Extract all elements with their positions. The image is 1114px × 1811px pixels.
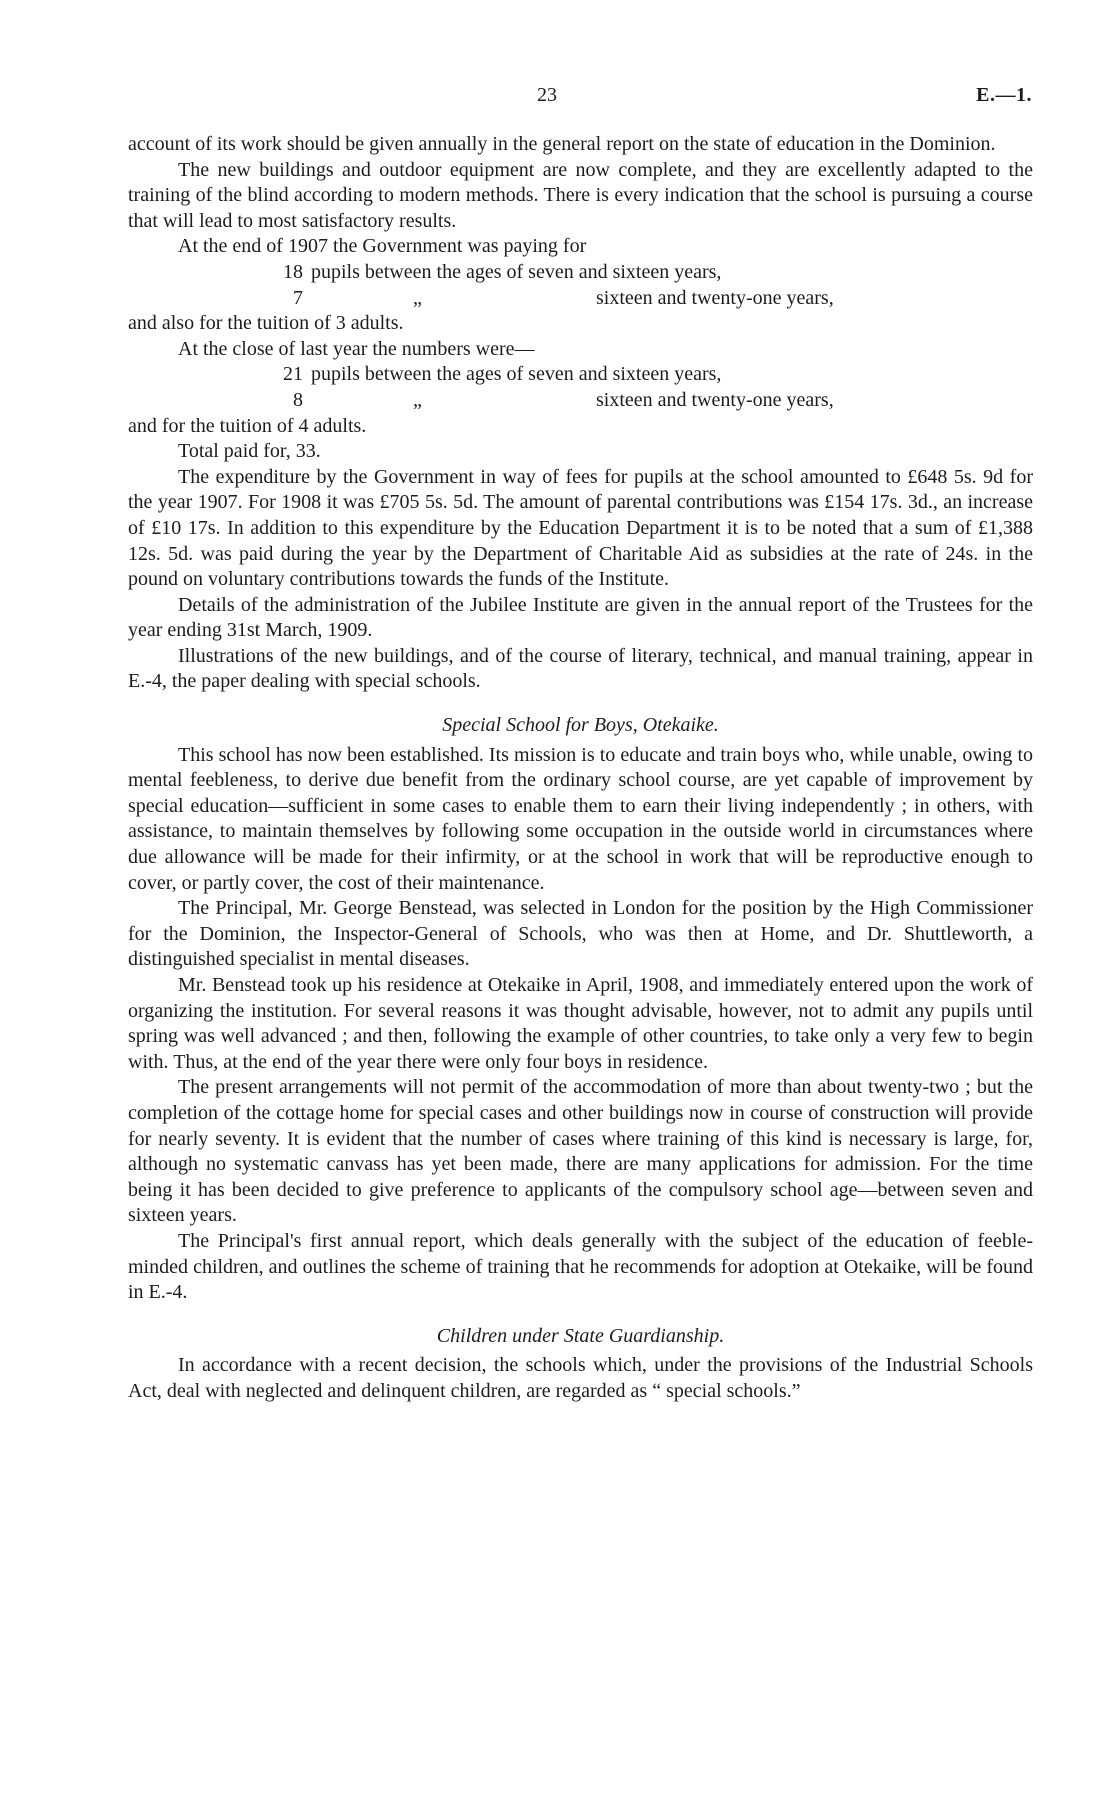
paragraph: The Principal, Mr. George Benstead, was selected in London for the position by the High Commissioner for the Dominion, the Inspector-General of Schools, who was then at Home, and Dr. Shuttleworth, a distinguished specialist in mental diseases. [128,897,1033,971]
paragraph: Mr. Benstead took up his residence at Otekaike in April, 1908, and immediately entered upon the work of organizing the institution. For several reasons it was thought advisable, however, not to admit any pupils until spring was well advanced ; and then, following the example of other countries, to take only a very few to begin with. Thus, at the end of the year there were only four boys in residence. [128,974,1033,1073]
page-number: 23 [537,84,557,106]
table-row [128,286,1033,312]
paragraph: At the close of last year the numbers were— [178,337,535,360]
section-heading: Special School for Boys, Otekaike. [442,714,719,737]
paragraph: account of its work should be given annually in the general report on the state of education in the Dominion. [128,133,996,155]
paragraph: The new buildings and outdoor equipment are now complete, and they are excellently adapted to the training of the blind according to modern methods. There is every indication that the school is pursuing a course that will lead to most satisfactory results. [128,158,1033,232]
paragraph: Illustrations of the new buildings, and of the course of literary, technical, and manual training, appear in E.-4, the paper dealing with special schools. [128,644,1033,693]
ditto-mark: „ [413,286,422,309]
paragraph: and also for the tuition of 3 adults. [128,312,404,335]
body-text [128,132,1033,1405]
paragraph: and for the tuition of 4 adults. [128,414,367,437]
pupil-count: 21 [283,363,303,386]
paragraph: The Principal's first annual report, which deals generally with the subject of the education of feeble-minded children, and outlines the scheme of training that he recommends for adoption at Otekaike, will be found in E.-4. [128,1229,1033,1304]
pupil-description: sixteen and twenty-one years, [596,286,834,309]
paragraph: The present arrangements will not permit of the accommodation of more than about twenty-two ; but the completion of the cottage home for special cases and other buildings now in course of construction will provide for nearly seventy. It is evident that the number of cases where training of this kind is necessary is large, for, although no systematic canvass has yet been made, there are many applications for admission. For the time being it has been decided to give preference to applicants of the compulsory school age—between seven and sixteen years. [128,1076,1033,1227]
paragraph: This school has now been established. Its mission is to educate and train boys who, while unable, owing to mental feebleness, to derive due benefit from the ordinary school course, are yet capable of improvement by special education—sufficient in some cases to enable them to earn their living independently ; in others, with assistance, to maintain themselves by following some occupation in the outside world in circumstances where due allowance will be made for their infirmity, or at the school in work that will be reproductive enough to cover, or partly cover, the cost of their maintenance. [128,743,1033,894]
table-row [128,362,1033,388]
paragraph: Total paid for, 33. [178,440,321,463]
pupil-count: 18 [283,260,303,283]
table-row [128,388,1033,414]
paragraph: In accordance with a recent decision, the schools which, under the provisions of the Industrial Schools Act, deal with neglected and delinquent children, are regarded as “ special schools.” [128,1354,1033,1402]
page-header [0,84,1114,114]
pupil-count: 8 [293,388,303,411]
ditto-mark: „ [413,388,422,411]
pupil-description: sixteen and twenty-one years, [596,388,834,411]
table-row [128,260,1033,286]
section-heading: Children under State Guardianship. [436,1324,725,1347]
paragraph: The expenditure by the Government in way of fees for pupils at the school amounted to £648 5s. 9d for the year 1907. For 1908 it was £705 5s. 5d. The amount of parental contributions was £154 17s. 3d., an increase of £10 17s. In addition to this expenditure by the Education Department it is to be noted that a sum of £1,388 12s. 5d. was paid during the year by the Department of Charitable Aid as subsidies at the rate of 24s. in the pound on voluntary contributions towards the funds of the Institute. [128,465,1033,591]
page-reference: E.—1. [976,84,1032,106]
pupil-description: pupils between the ages of seven and sixteen years, [311,363,722,386]
pupil-count: 7 [293,286,303,309]
paragraph: Details of the administration of the Jubilee Institute are given in the annual report of the Trustees for the year ending 31st March, 1909. [128,593,1033,642]
paragraph: At the end of 1907 the Government was paying for [178,235,587,258]
pupil-description: pupils between the ages of seven and sixteen years, [311,260,722,283]
